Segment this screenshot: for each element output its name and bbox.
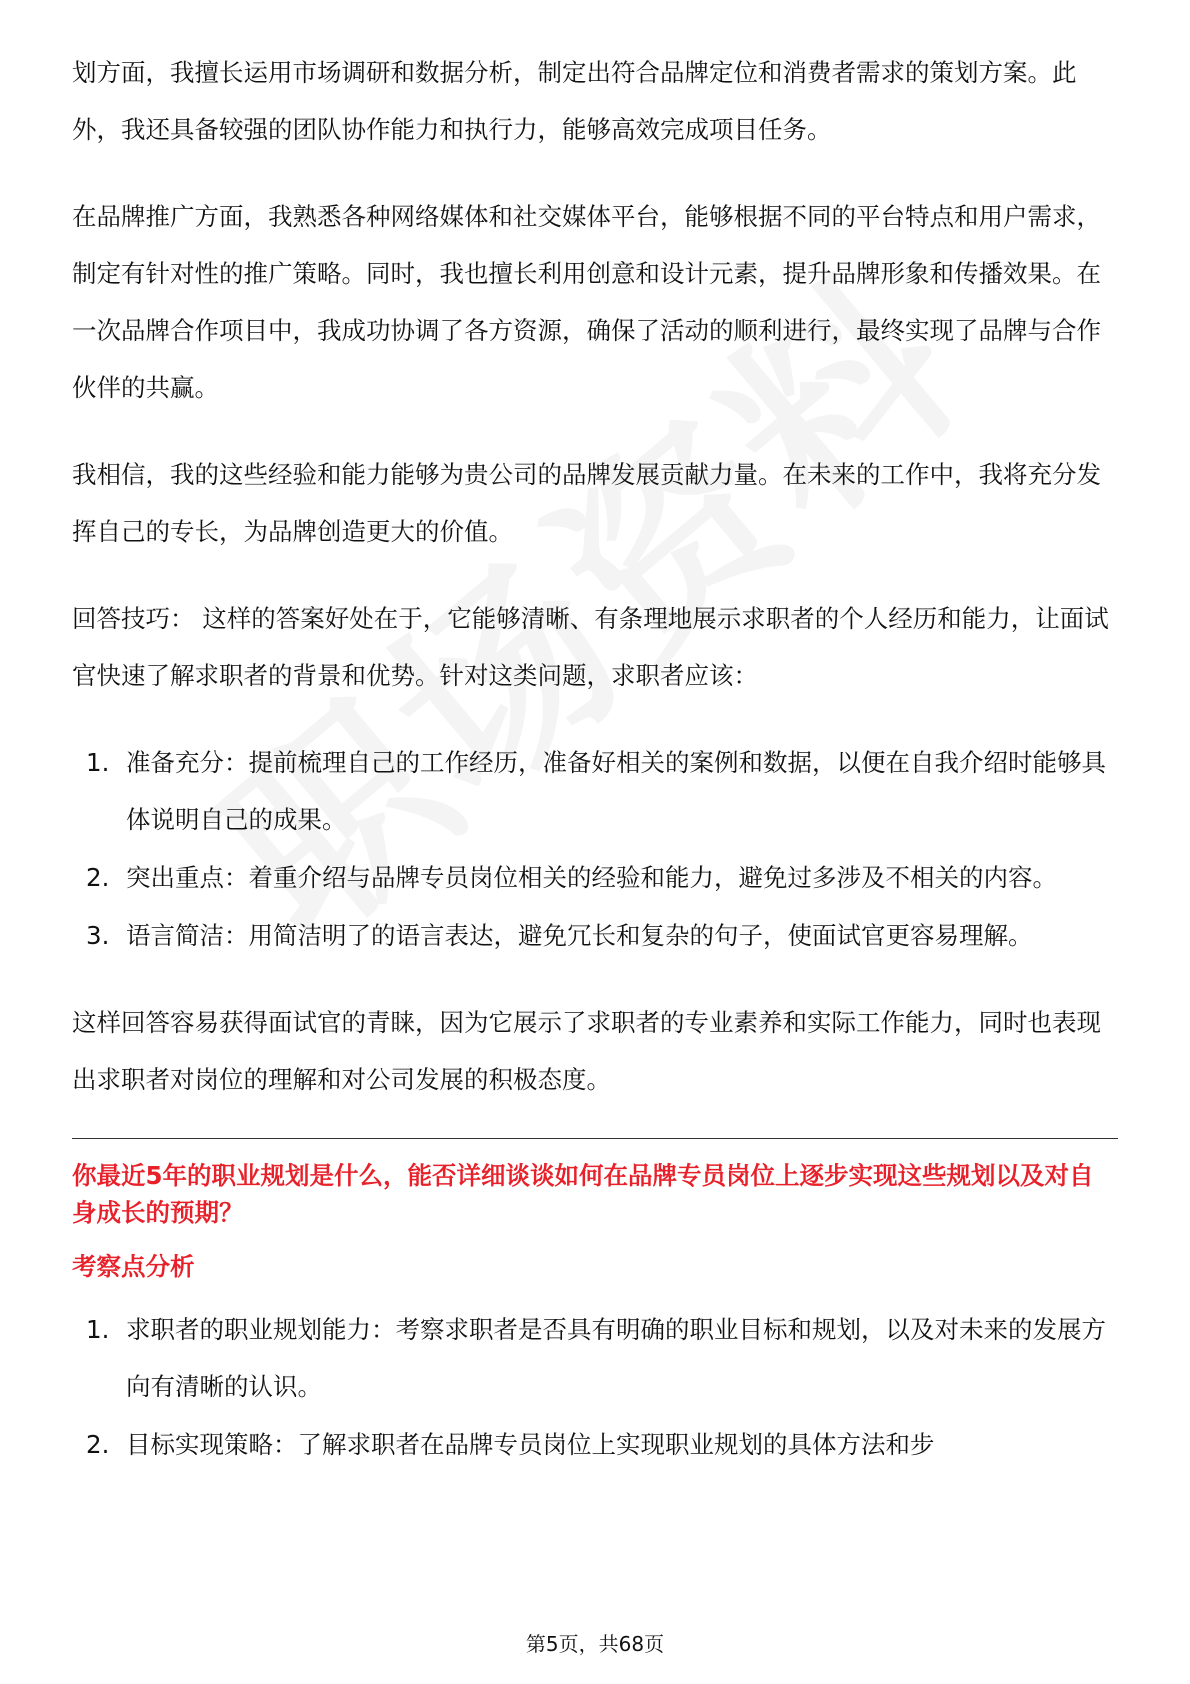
interview-question: 你最近5年的职业规划是什么，能否详细谈谈如何在品牌专员岗位上逐步实现这些规划以及对自身成长的预期？ [72, 1161, 1094, 1227]
list-number: 1. [86, 1315, 110, 1344]
section-divider [72, 1138, 1118, 1139]
list-item [72, 1301, 1118, 1415]
list-number: 3. [86, 921, 110, 950]
paragraph: 我相信，我的这些经验和能力能够为贵公司的品牌发展贡献力量。在未来的工作中，我将充分发挥自己的专长，为品牌创造更大的价值。 [72, 460, 1101, 546]
list-item [72, 849, 1118, 906]
paragraph: 划方面，我擅长运用市场调研和数据分析，制定出符合品牌定位和消费者需求的策划方案。此外，我还具备较强的团队协作能力和执行力，能够高效完成项目任务。 [72, 58, 1077, 144]
list-item [72, 907, 1118, 964]
document-body [72, 44, 1118, 1503]
page-number: 第5页，共68页 [525, 1632, 665, 1656]
tips-list [72, 734, 1118, 964]
list-item [72, 1416, 1118, 1473]
list-item-text: 准备充分：提前梳理自己的工作经历，准备好相关的案例和数据，以便在自我介绍时能够具体说明自己的成果。 [126, 748, 1106, 834]
analysis-list [72, 1301, 1118, 1473]
list-number: 1. [86, 748, 110, 777]
answer-tips-paragraph: 回答技巧： 这样的答案好处在于，它能够清晰、有条理地展示求职者的个人经历和能力，让面试官快速了解求职者的背景和优势。针对这类问题，求职者应该： [72, 604, 1109, 690]
list-item-text: 目标实现策略：了解求职者在品牌专员岗位上实现职业规划的具体方法和步 [126, 1430, 935, 1459]
list-number: 2. [86, 863, 110, 892]
closing-paragraph: 这样回答容易获得面试官的青睐，因为它展示了求职者的专业素养和实际工作能力，同时也表现出求职者对岗位的理解和对公司发展的积极态度。 [72, 1008, 1101, 1094]
list-number: 2. [86, 1430, 110, 1459]
analysis-title: 考察点分析 [72, 1252, 195, 1281]
paragraph: 在品牌推广方面，我熟悉各种网络媒体和社交媒体平台，能够根据不同的平台特点和用户需求，制定有针对性的推广策略。同时，我也擅长利用创意和设计元素，提升品牌形象和传播效果。在一次品牌合作项目中，我成功协调了各方资源，确保了活动的顺利进行，最终实现了品牌与合作伙伴的共赢。 [72, 202, 1101, 402]
list-item-text: 语言简洁：用简洁明了的语言表达，避免冗长和复杂的句子，使面试官更容易理解。 [126, 921, 1033, 950]
list-item-text: 突出重点：着重介绍与品牌专员岗位相关的经验和能力，避免过多涉及不相关的内容。 [126, 863, 1057, 892]
list-item-text: 求职者的职业规划能力：考察求职者是否具有明确的职业目标和规划，以及对未来的发展方向有清晰的认识。 [126, 1315, 1106, 1401]
list-item [72, 734, 1118, 848]
